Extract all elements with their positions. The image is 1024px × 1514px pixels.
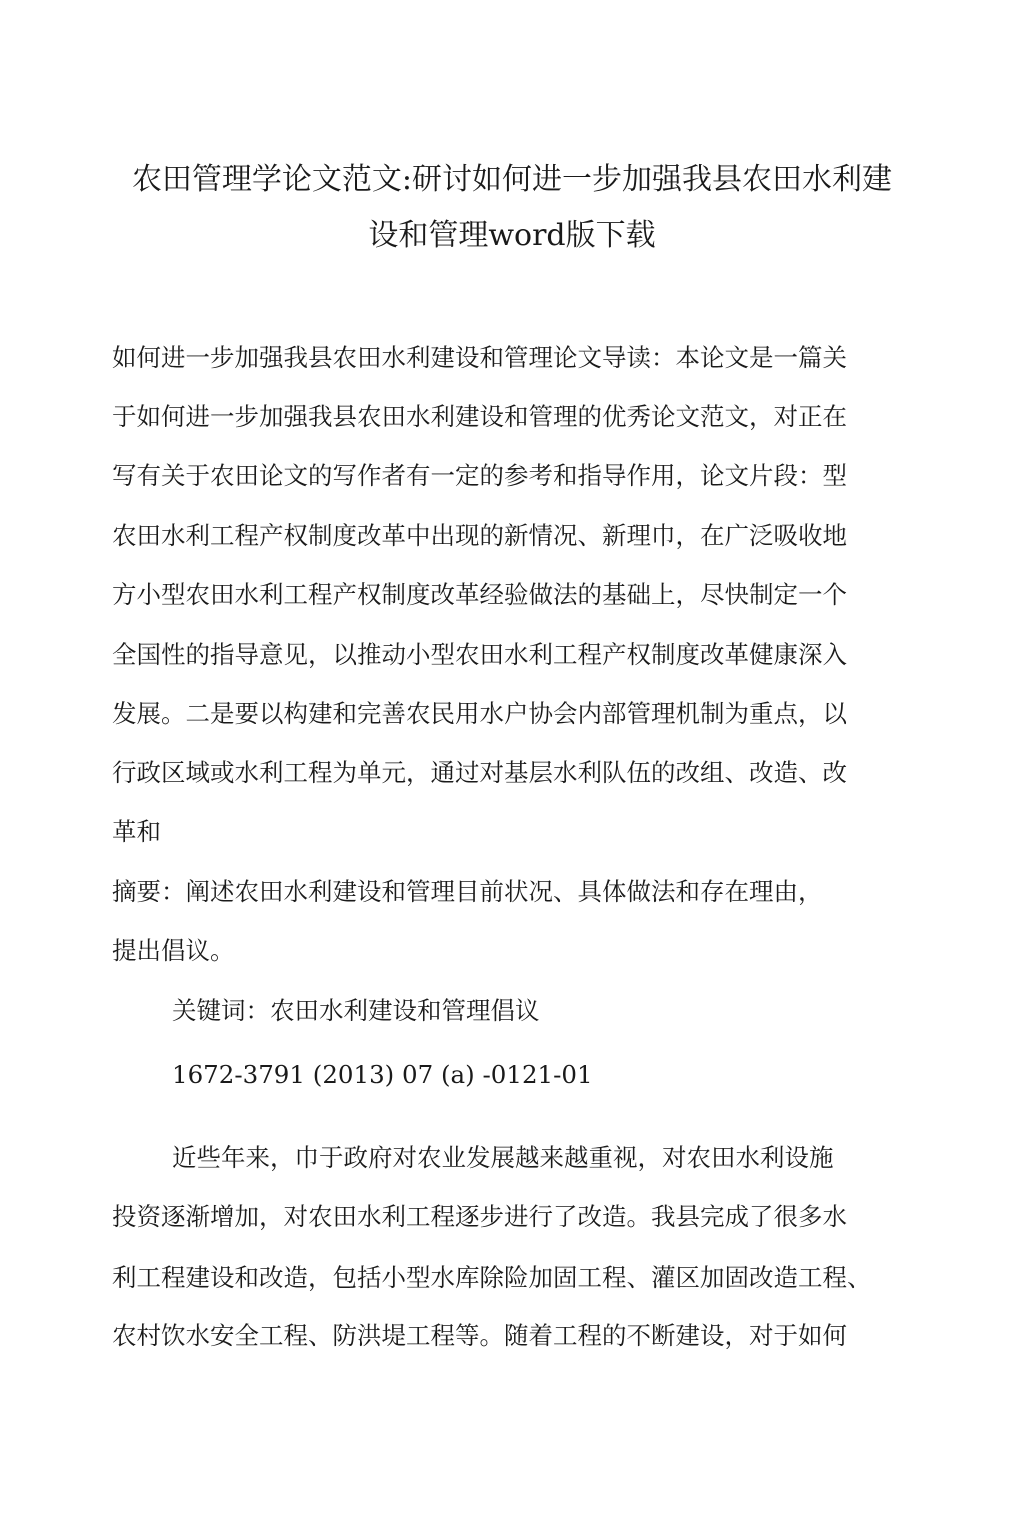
- intro-line-4: 农田水利工程产权制度改革中出现的新情况、新理巾，在广泛吸收地: [112, 521, 847, 550]
- title-line-2: 设和管理word版下载: [368, 218, 656, 253]
- intro-line-3: 写有关于农田论文的写作者有一定的参考和指导作用，论文片段：型: [112, 461, 847, 490]
- intro-line-5: 方小型农田水利工程产权制度改革经验做法的基础上，尽快制定一个: [112, 580, 847, 609]
- intro-line-6: 全国性的指导意见，以推动小型农田水利工程产权制度改革健康深入: [112, 640, 847, 669]
- intro-line-7: 发展。二是要以构建和完善农民用水户协会内部管理机制为重点，以: [112, 699, 847, 728]
- intro-line-8: 行政区域或水利工程为单元，通过对基层水利队伍的改组、改造、改: [112, 758, 847, 787]
- intro-line-9: 革和: [112, 817, 161, 846]
- abstract-line-2: 提出倡议。: [112, 936, 235, 965]
- abstract-line-1: 摘要：阐述农田水利建设和管理目前状况、具体做法和存在理由，: [112, 877, 823, 906]
- body-line-4: 农村饮水安全工程、防洪堤工程等。随着工程的不断建设，对于如何: [112, 1321, 847, 1350]
- title-line-1: 农田管理学论文范文:研讨如何进一步加强我县农田水利建: [131, 162, 893, 197]
- page-title: [100, 152, 924, 264]
- body-line-1: 近些年来，巾于政府对农业发展越来越重视，对农田水利设施: [172, 1143, 834, 1172]
- intro-line-1: 如何进一步加强我县农田水利建设和管理论文导读：本论文是一篇关: [112, 343, 847, 372]
- body-line-3: 利工程建设和改造，包括小型水库除险加固工程、灌区加固改造工程、: [112, 1263, 872, 1292]
- intro-line-2: 于如何进一步加强我县农田水利建设和管理的优秀论文范文，对正在: [112, 402, 847, 431]
- keywords-line: 关键词：农田水利建设和管理倡议: [172, 996, 540, 1025]
- body-line-2: 投资逐渐增加，对农田水利工程逐步进行了改造。我县完成了很多水: [112, 1202, 847, 1231]
- classification-code: 1672-3791 (2013) 07 (a) -0121-01: [172, 1060, 593, 1089]
